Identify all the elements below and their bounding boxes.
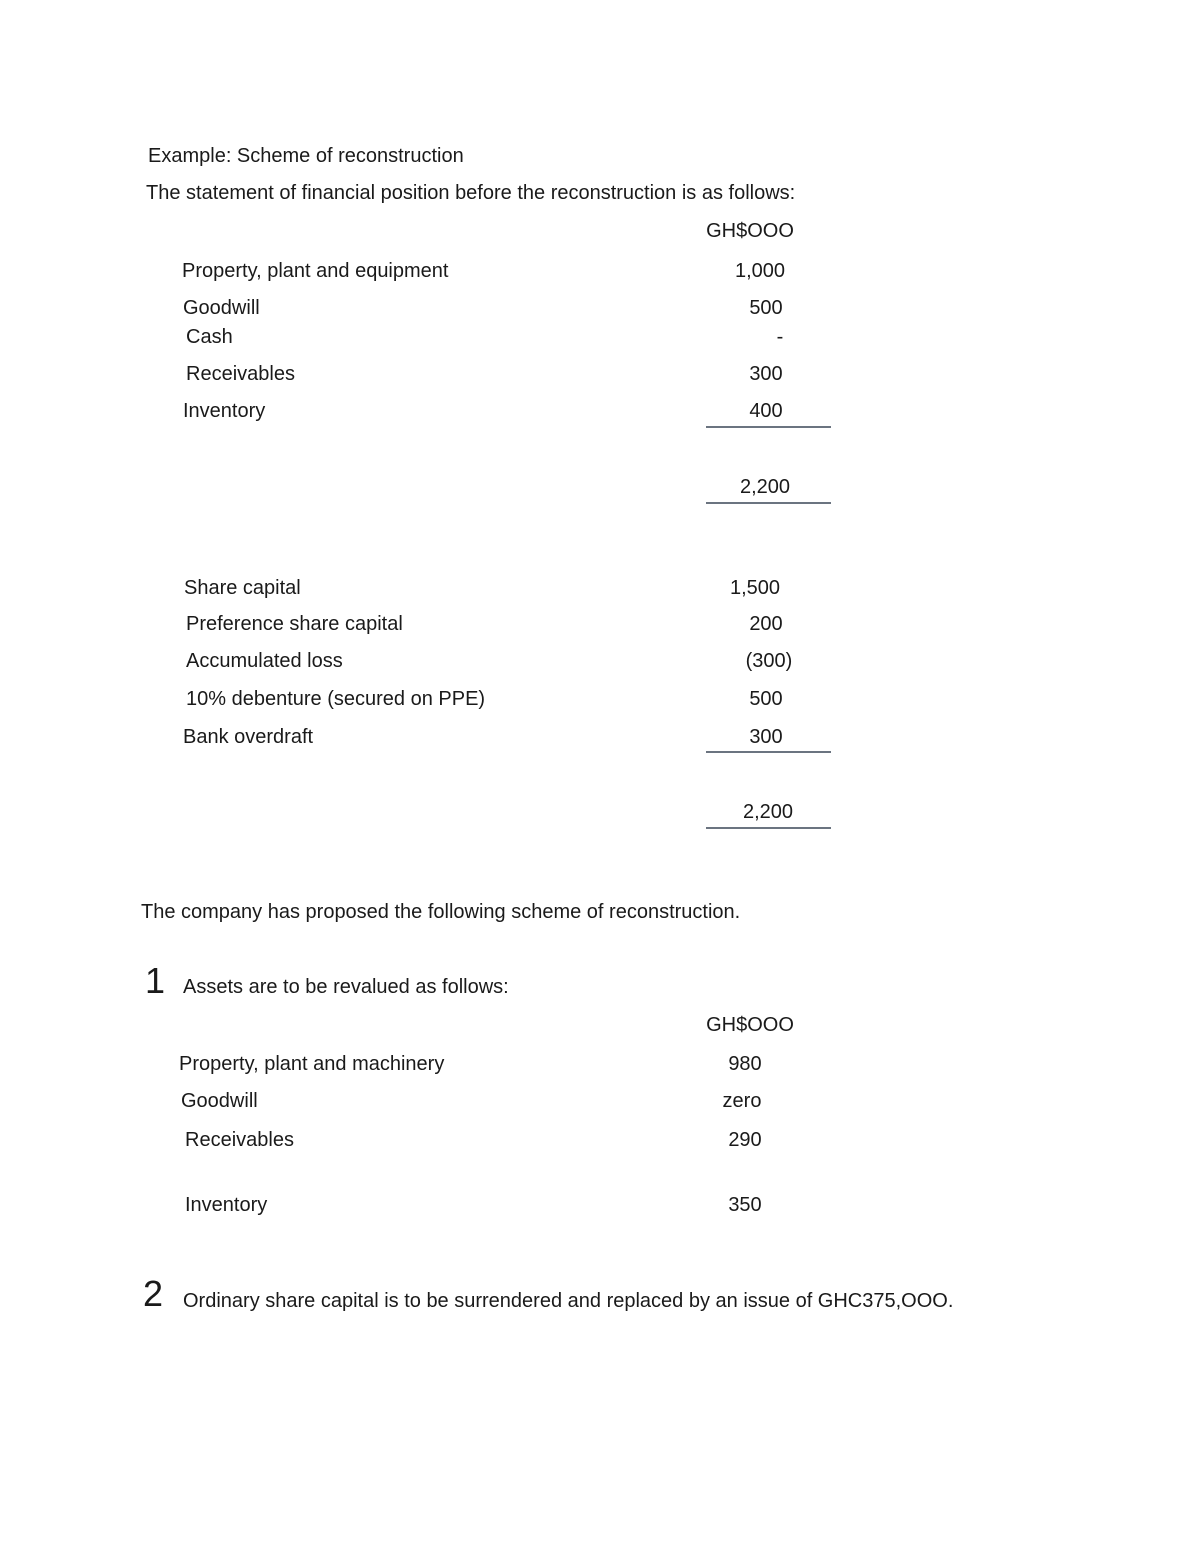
- revaluation-label: Goodwill: [181, 1090, 258, 1112]
- step-number: 2: [143, 1273, 164, 1314]
- revaluation-value: 350: [728, 1194, 762, 1216]
- total-rule: [706, 502, 831, 504]
- liability-label: Preference share capital: [186, 613, 403, 635]
- step-text: Assets are to be revalued as follows:: [183, 976, 509, 998]
- asset-label: Property, plant and equipment: [182, 260, 449, 282]
- liability-label: Accumulated loss: [186, 650, 343, 672]
- step-number: 1: [145, 960, 166, 1001]
- liabilities-total: 2,200: [742, 801, 794, 823]
- scheme-intro: The company has proposed the following scheme of reconstruction.: [141, 901, 741, 923]
- asset-label: Goodwill: [183, 297, 260, 319]
- asset-label: Cash: [186, 326, 233, 348]
- revaluation-value: 980: [728, 1053, 762, 1075]
- subtotal-rule: [706, 426, 831, 428]
- document-heading: Example: Scheme of reconstruction: [148, 145, 464, 167]
- assets-total: 2,200: [739, 476, 791, 498]
- revaluation-label: Property, plant and machinery: [179, 1053, 445, 1075]
- revaluation-label: Inventory: [185, 1194, 268, 1216]
- asset-label: Inventory: [183, 400, 266, 422]
- asset-value: 500: [749, 297, 783, 319]
- asset-label: Receivables: [186, 363, 295, 385]
- asset-value: 300: [749, 363, 783, 385]
- liability-value: 300: [749, 726, 783, 748]
- revaluation-value: 290: [728, 1129, 762, 1151]
- total-rule: [706, 827, 831, 829]
- asset-value: 1,000: [734, 260, 786, 282]
- asset-value: -: [776, 326, 784, 348]
- liability-value: 200: [749, 613, 783, 635]
- liability-label: Bank overdraft: [183, 726, 314, 748]
- asset-value: 400: [749, 400, 783, 422]
- liability-label: Share capital: [184, 577, 301, 599]
- subtotal-rule: [706, 751, 831, 753]
- revaluation-currency-label: GH$OOO: [706, 1014, 794, 1036]
- liability-value: 1,500: [729, 577, 781, 599]
- liability-value: 500: [749, 688, 783, 710]
- document-intro: The statement of financial position before the reconstruction is as follows:: [146, 182, 796, 204]
- step-text: Ordinary share capital is to be surrendered and replaced by an issue of GHC375,OOO.: [183, 1290, 954, 1312]
- revaluation-value: zero: [722, 1090, 762, 1112]
- revaluation-label: Receivables: [185, 1129, 294, 1151]
- balance-sheet-currency-label: GH$OOO: [706, 220, 794, 242]
- liability-label: 10% debenture (secured on PPE): [186, 688, 486, 710]
- liability-value: (300): [745, 650, 793, 672]
